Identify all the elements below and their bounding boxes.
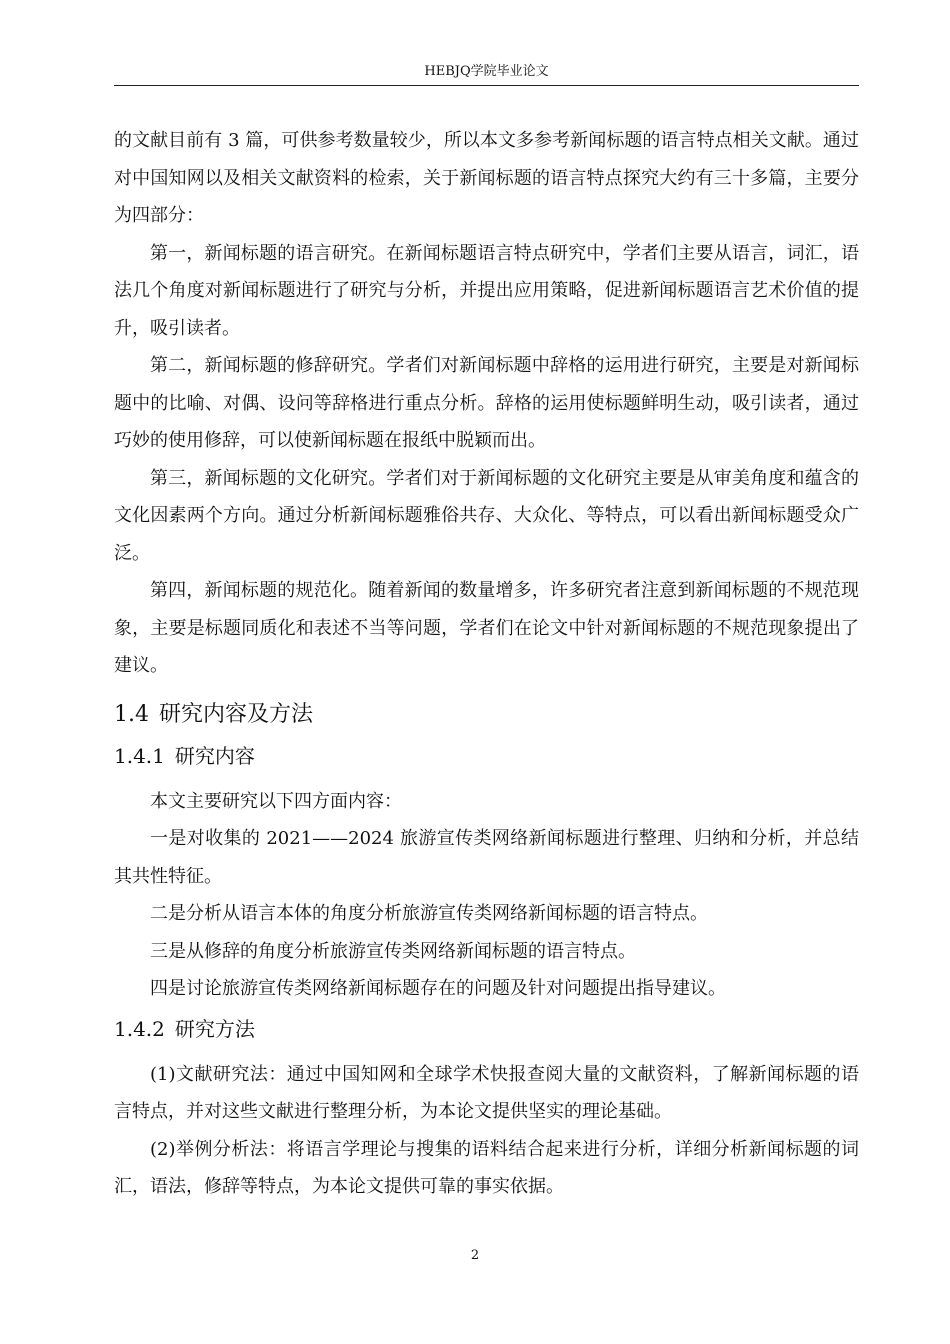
body-paragraph: 第四，新闻标题的规范化。随着新闻的数量增多，许多研究者注意到新闻标题的不规范现象，主要是标题同质化和表述不当等问题，学者们在论文中针对新闻标题的不规范现象提出了建议。	[114, 580, 859, 676]
section-title: 研究内容	[174, 743, 255, 768]
document-body	[114, 122, 859, 1206]
section-number: 1.4.2	[114, 1016, 165, 1041]
body-paragraph: 本文主要研究以下四方面内容：	[150, 790, 402, 812]
section-title: 研究方法	[174, 1016, 255, 1041]
body-paragraph: (2)举例分析法：将语言学理论与搜集的语料结合起来进行分析，详细分析新闻标题的词汇，语法，修辞等特点，为本论文提供可靠的事实依据。	[114, 1138, 859, 1197]
body-paragraph: 三是从修辞的角度分析旅游宣传类网络新闻标题的语言特点。	[150, 940, 636, 962]
section-heading-1-4-1	[114, 741, 859, 771]
section-number: 1.4	[114, 701, 149, 727]
section-heading-1-4-2	[114, 1014, 859, 1044]
page-header: HEBJQ学院毕业论文	[114, 60, 859, 86]
section-number: 1.4.1	[114, 743, 165, 768]
body-paragraph: 的文献目前有 3 篇，可供参考数量较少，所以本文多参考新闻标题的语言特点相关文献。通过对中国知网以及相关文献资料的检索，关于新闻标题的语言特点探究大约有三十多篇，主要分为四部分：	[114, 130, 859, 226]
body-paragraph: 第二，新闻标题的修辞研究。学者们对新闻标题中辞格的运用进行研究，主要是对新闻标题中的比喻、对偶、设问等辞格进行重点分析。辞格的运用使标题鲜明生动，吸引读者，通过巧妙的使用修辞，可以使新闻标题在报纸中脱颖而出。	[114, 355, 859, 451]
section-title: 研究内容及方法	[159, 701, 314, 727]
body-paragraph: 第一，新闻标题的语言研究。在新闻标题语言特点研究中，学者们主要从语言，词汇，语法几个角度对新闻标题进行了研究与分析，并提出应用策略，促进新闻标题语言艺术价值的提升，吸引读者。	[114, 242, 859, 339]
body-paragraph: 一是对收集的 2021——2024 旅游宣传类网络新闻标题进行整理、归纳和分析，并总结其共性特征。	[114, 828, 859, 887]
body-paragraph: (1)文献研究法：通过中国知网和全球学术快报查阅大量的文献资料，了解新闻标题的语言特点，并对这些文献进行整理分析，为本论文提供坚实的理论基础。	[114, 1063, 859, 1122]
body-paragraph: 第三，新闻标题的文化研究。学者们对于新闻标题的文化研究主要是从审美角度和蕴含的文化因素两个方向。通过分析新闻标题雅俗共存、大众化、等特点，可以看出新闻标题受众广泛。	[114, 467, 859, 564]
section-heading-1-4	[114, 699, 859, 731]
page-number: 2	[470, 1248, 480, 1263]
body-paragraph: 二是分析从语言本体的角度分析旅游宣传类网络新闻标题的语言特点。	[150, 903, 708, 924]
body-paragraph: 四是讨论旅游宣传类网络新闻标题存在的问题及针对问题提出指导建议。	[150, 978, 726, 999]
